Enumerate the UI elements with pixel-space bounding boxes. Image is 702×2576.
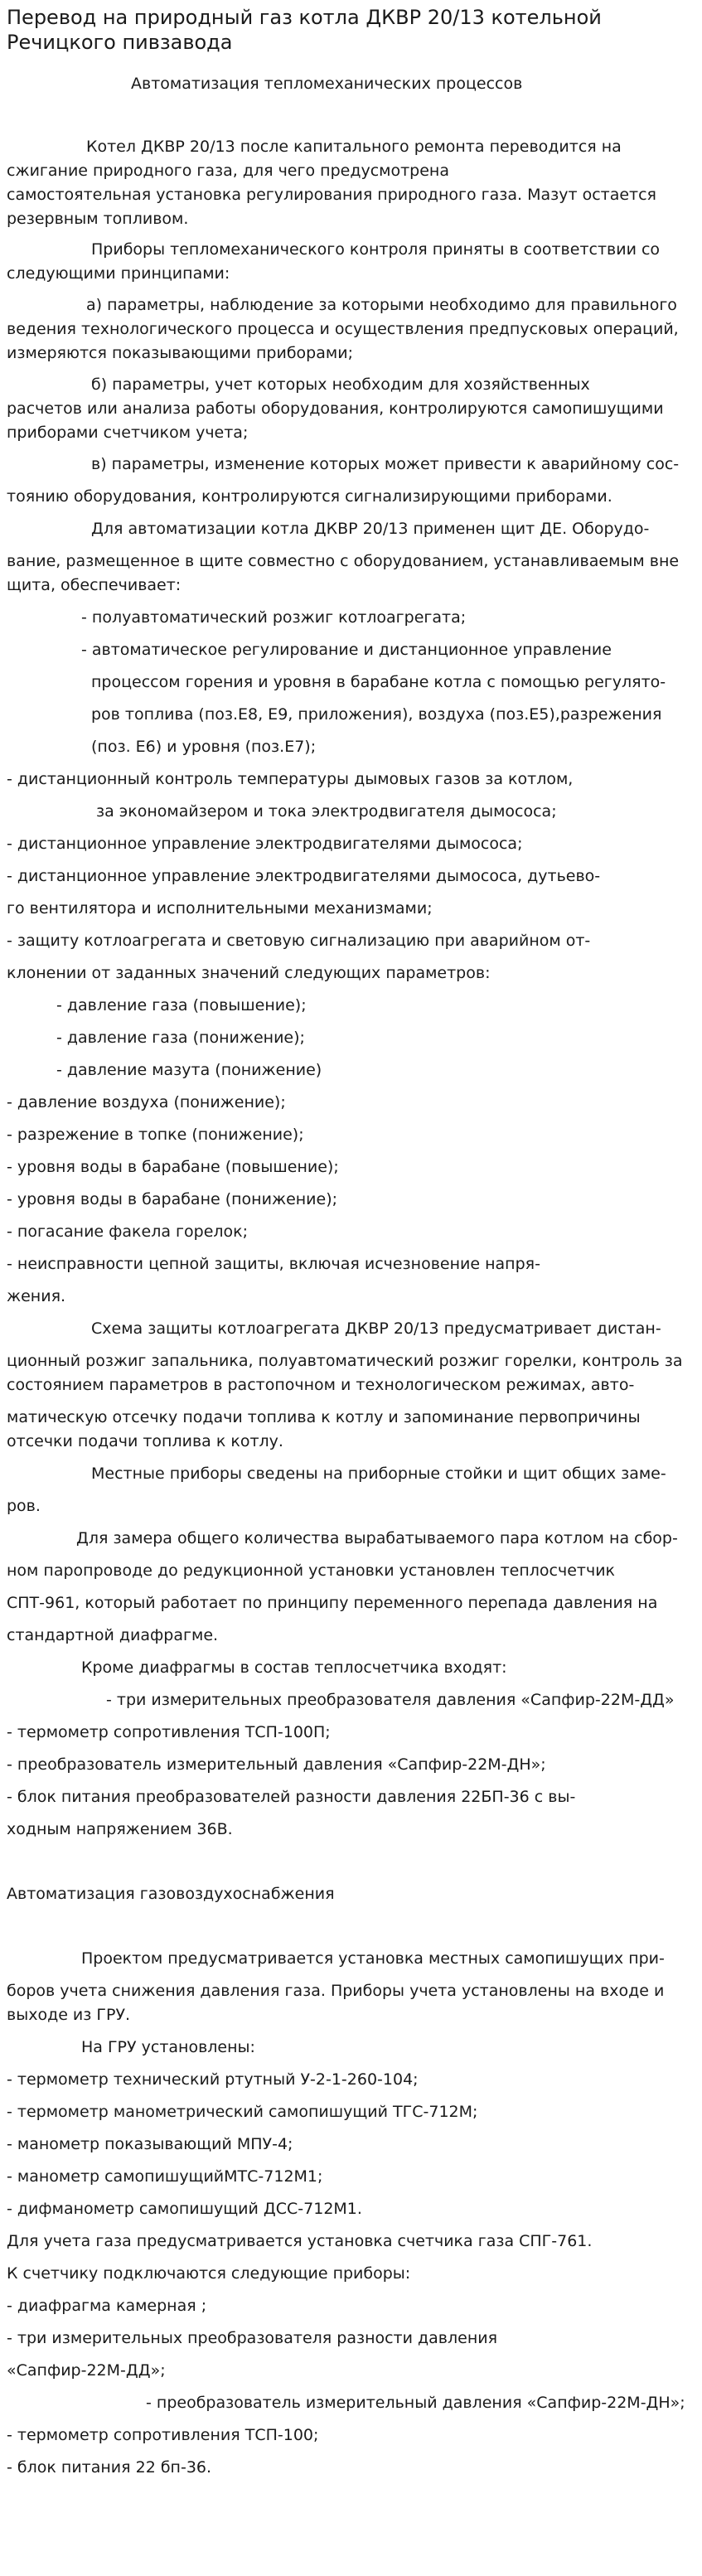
- text-line: матическую отсечку подачи топлива к котлу и запоминание первопричины: [7, 1408, 641, 1426]
- text-line: а) параметры, наблюдение за которыми необходимо для правильного: [86, 296, 677, 314]
- text-line: вание, размещенное в щите совместно с оборудованием, устанавливаемым вне: [7, 552, 680, 570]
- text-line: Котел ДКВР 20/13 после капитального ремонта переводится на: [86, 138, 622, 156]
- text-line: резервным топливом.: [7, 210, 189, 228]
- text-line: - термометр технический ртутный У-2-1-260-104;: [7, 2070, 419, 2089]
- text-line: - термометр сопротивления ТСП-100П;: [7, 1723, 331, 1741]
- text-line: - погасание факела горелок;: [7, 1223, 249, 1241]
- text-line: - дистанционный контроль температуры дымовых газов за котлом,: [7, 770, 574, 788]
- text-line: - термометр сопротивления ТСП-100;: [7, 2426, 319, 2444]
- text-line: самостоятельная установка регулирования природного газа. Мазут остается: [7, 186, 656, 204]
- text-line: «Сапфир-22М-ДД»;: [7, 2361, 166, 2380]
- text-line: расчетов или анализа работы оборудования, контролируются самопишущими: [7, 399, 664, 418]
- text-line: - блок питания 22 бп-36.: [7, 2458, 212, 2477]
- text-line: процессом горения и уровня в барабане котла с помощью регулято-: [91, 673, 666, 691]
- text-line: СПТ-961, который работает по принципу переменного перепада давления на: [7, 1594, 658, 1612]
- text-line: - термометр манометрический самопишущий ТГС-712М;: [7, 2103, 478, 2121]
- text-line: щита, обеспечивает:: [7, 576, 182, 594]
- text-line: Кроме диафрагмы в состав теплосчетчика входят:: [81, 1658, 507, 1677]
- text-line: - преобразователь измерительный давления «Сапфир-22М-ДН»;: [146, 2394, 685, 2412]
- text-line: ров топлива (поз.Е8, Е9, приложения), воздуха (поз.Е5),разрежения: [91, 705, 662, 724]
- text-line: - полуавтоматический розжиг котлоагрегата;: [81, 608, 467, 627]
- text-line: - уровня воды в барабане (понижение);: [7, 1190, 338, 1208]
- text-line: состоянием параметров в растопочном и технологическом режимах, авто-: [7, 1376, 635, 1394]
- text-line: Приборы тепломеханического контроля приняты в соответствии со: [91, 240, 661, 259]
- text-line: го вентилятора и исполнительными механизмами;: [7, 899, 433, 918]
- text-line: ционный розжиг запальника, полуавтоматический розжиг горелки, контроль за: [7, 1352, 683, 1370]
- text-line: Для автоматизации котла ДКВР 20/13 применен щит ДЕ. Оборудо-: [91, 520, 650, 538]
- text-line: - давление газа (повышение);: [56, 996, 307, 1014]
- text-line: Местные приборы сведены на приборные стойки и щит общих заме-: [91, 1465, 666, 1483]
- text-line: (поз. Е6) и уровня (поз.Е7);: [91, 738, 317, 756]
- text-line: - диафрагма камерная ;: [7, 2297, 207, 2315]
- text-line: - дифманометр самопишущий ДСС-712М1.: [7, 2200, 362, 2218]
- text-line: - разрежение в топке (понижение);: [7, 1126, 304, 1144]
- text-line: ведения технологического процесса и осуществления предпусковых операций,: [7, 320, 679, 338]
- text-line: Для замера общего количества вырабатываемого пара котлом на сбор-: [76, 1529, 678, 1547]
- text-line: ходным напряжением 36В.: [7, 1820, 233, 1838]
- text-line: - три измерительных преобразователя давления «Сапфир-22М-ДД»: [106, 1691, 675, 1709]
- text-line: в) параметры, изменение которых может привести к аварийному сос-: [91, 455, 680, 473]
- text-line: клонении от заданных значений следующих параметров:: [7, 964, 491, 982]
- text-line: выходе из ГРУ.: [7, 2006, 131, 2024]
- text-line: Для учета газа предусматривается установка счетчика газа СПГ-761.: [7, 2232, 593, 2250]
- text-line: - уровня воды в барабане (повышение);: [7, 1158, 339, 1176]
- text-line: - давление воздуха (понижение);: [7, 1093, 286, 1111]
- text-line: ров.: [7, 1497, 41, 1515]
- text-line: жения.: [7, 1287, 66, 1305]
- text-line: - блок питания преобразователей разности давления 22БП-36 с вы-: [7, 1788, 576, 1806]
- text-line: - давление мазута (понижение): [56, 1061, 322, 1079]
- text-line: отсечки подачи топлива к котлу.: [7, 1432, 283, 1450]
- text-line: На ГРУ установлены:: [81, 2038, 255, 2056]
- text-line: - три измерительных преобразователя разности давления: [7, 2329, 498, 2347]
- text-line: измеряются показывающими приборами;: [7, 344, 353, 362]
- document-title: Перевод на природный газ котла ДКВР 20/13 котельной Речицкого пивзавода: [7, 6, 602, 54]
- text-line: - преобразователь измерительный давления «Сапфир-22М-ДН»;: [7, 1755, 546, 1774]
- text-line: - манометр показывающий МПУ-4;: [7, 2135, 293, 2153]
- text-line: Автоматизация тепломеханических процессов: [131, 75, 523, 93]
- text-line: - защиту котлоагрегата и световую сигнализацию при аварийном от-: [7, 932, 591, 950]
- text-line: стандартной диафрагме.: [7, 1626, 219, 1644]
- text-line: за экономайзером и тока электродвигателя дымососа;: [96, 802, 557, 821]
- text-line: - неисправности цепной защиты, включая исчезновение напря-: [7, 1255, 540, 1273]
- text-line: - автоматическое регулирование и дистанционное управление: [81, 641, 612, 659]
- text-line: Схема защиты котлоагрегата ДКВР 20/13 предусматривает дистан-: [91, 1319, 661, 1338]
- text-line: - дистанционное управление электродвигателями дымососа;: [7, 835, 523, 853]
- text-line: ном паропроводе до редукционной установки установлен теплосчетчик: [7, 1562, 616, 1580]
- text-line: приборами счетчиком учета;: [7, 424, 249, 442]
- text-line: боров учета снижения давления газа. Приборы учета установлены на входе и: [7, 1982, 665, 2000]
- text-line: сжигание природного газа, для чего предусмотрена: [7, 162, 449, 180]
- text-line: К счетчику подключаются следующие приборы:: [7, 2264, 411, 2283]
- text-line: - давление газа (понижение);: [56, 1029, 305, 1047]
- text-line: следующими принципами:: [7, 264, 230, 283]
- text-line: - дистанционное управление электродвигателями дымососа, дутьево-: [7, 867, 601, 885]
- text-line: Автоматизация газовоздухоснабжения: [7, 1885, 335, 1903]
- text-line: Проектом предусматривается установка местных самопишущих при-: [81, 1949, 665, 1968]
- text-line: б) параметры, учет которых необходим для хозяйственных: [91, 375, 590, 394]
- text-line: тоянию оборудования, контролируются сигнализирующими приборами.: [7, 487, 612, 506]
- text-line: - манометр самопишущийМТС-712М1;: [7, 2167, 323, 2186]
